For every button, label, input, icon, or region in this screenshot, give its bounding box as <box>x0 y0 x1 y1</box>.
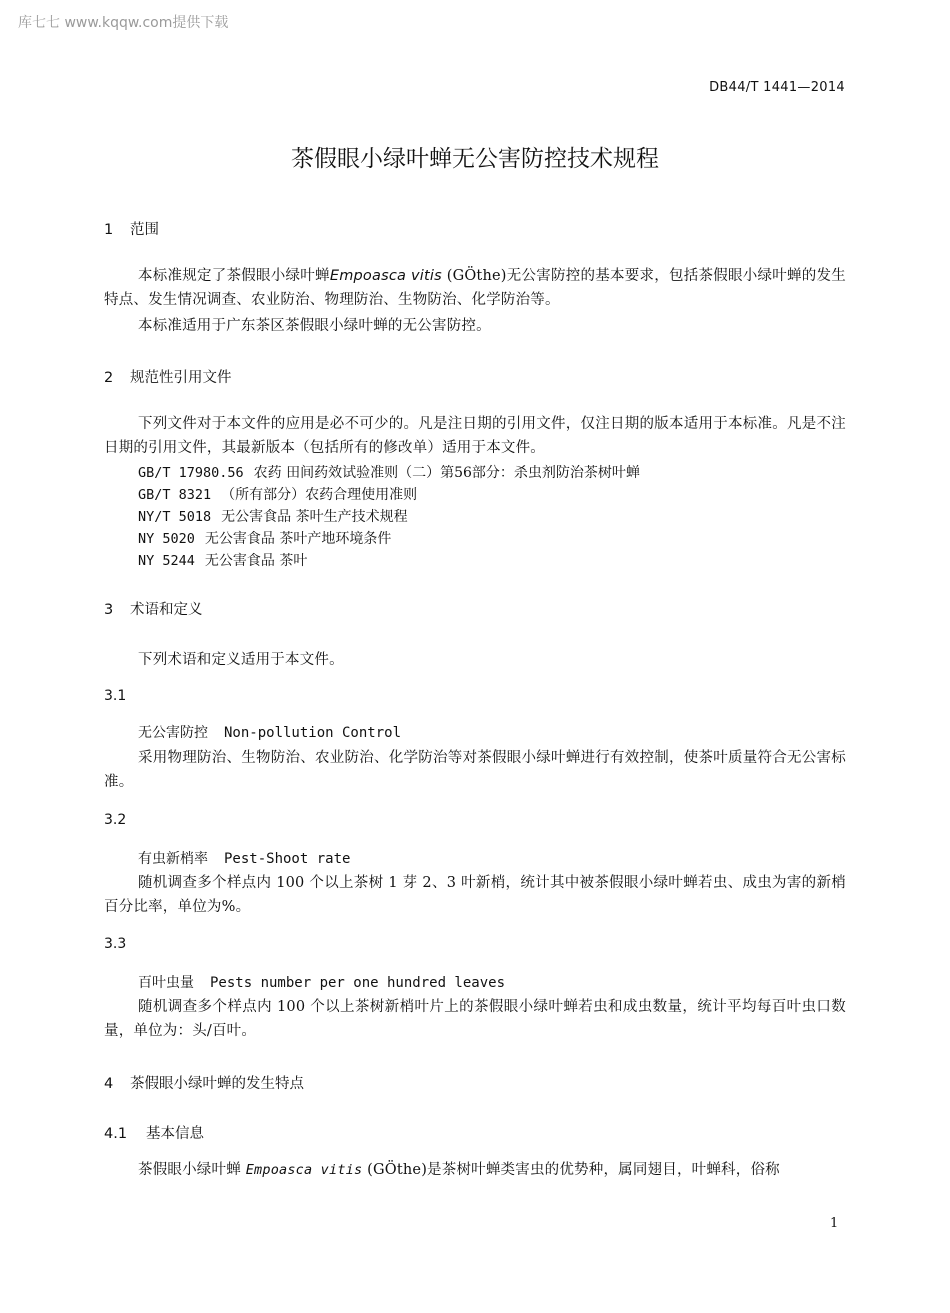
section-number: 3 <box>104 602 114 618</box>
scientific-name: Empoasca vitis <box>245 1162 363 1178</box>
watermark: 库七七 www.kqqw.com提供下载 <box>18 15 229 31</box>
term-en: Pests number per one hundred leaves <box>210 975 506 991</box>
ref-title: 无公害食品 茶叶 <box>204 553 308 569</box>
ref-code: NY 5244 <box>138 553 195 569</box>
text: (GÖthe)无公害防控的基本要求，包括茶假眼小绿叶蝉的发生特点、发生情况调查、农业防治、物理防治、生物防治、化学防治等。 <box>104 268 847 308</box>
ref-code: GB/T 17980.56 <box>138 465 244 481</box>
text: 茶假眼小绿叶蝉 <box>138 1162 246 1178</box>
reference-item <box>138 528 391 548</box>
reference-item <box>138 462 640 482</box>
section-number: 4 <box>104 1076 114 1092</box>
term-number: 3.1 <box>104 688 127 704</box>
section-3-paragraph-1: 下列术语和定义适用于本文件。 <box>138 652 344 668</box>
section-title: 茶假眼小绿叶蝉的发生特点 <box>130 1076 304 1092</box>
term-zh: 百叶虫量 <box>138 975 194 991</box>
term-definition: 随机调查多个样点内 100 个以上茶树 1 芽 2、3 叶新梢，统计其中被茶假眼小绿叶蝉若虫、成虫为害的新梢百分比率，单位为%。 <box>104 875 846 915</box>
subsection-4-1-heading <box>104 1122 204 1143</box>
subsection-number: 4.1 <box>104 1126 128 1142</box>
section-number: 2 <box>104 370 114 386</box>
section-4-heading <box>104 1072 304 1093</box>
term-definition: 采用物理防治、生物防治、农业防治、化学防治等对茶假眼小绿叶蝉进行有效控制，使茶叶质量符合无公害标准。 <box>104 750 846 790</box>
section-title: 术语和定义 <box>130 602 203 618</box>
reference-item <box>138 550 307 570</box>
term-en: Non-pollution Control <box>224 725 402 741</box>
page-number: 1 <box>830 1216 839 1231</box>
term-definition: 随机调查多个样点内 100 个以上茶树新梢叶片上的茶假眼小绿叶蝉若虫和成虫数量，统计平均每百叶虫口数量，单位为：头/百叶。 <box>104 999 846 1039</box>
term-number: 3.3 <box>104 936 127 952</box>
ref-title: （所有部分）农药合理使用准则 <box>221 487 418 503</box>
section-title: 规范性引用文件 <box>130 370 232 386</box>
section-title: 范围 <box>130 222 159 238</box>
document-title: 茶假眼小绿叶蝉无公害防控技术规程 <box>291 146 659 172</box>
reference-item <box>138 506 408 526</box>
ref-code: NY/T 5018 <box>138 509 212 525</box>
term-number: 3.2 <box>104 812 127 828</box>
scientific-name: Empoasca vitis <box>329 268 442 284</box>
section-1-paragraph-2: 本标准适用于广东茶区茶假眼小绿叶蝉的无公害防控。 <box>138 318 491 334</box>
section-2-paragraph-1: 下列文件对于本文件的应用是必不可少的。凡是注日期的引用文件，仅注日期的版本适用于本标准。凡是不注日期的引用文件，其最新版本（包括所有的修改单）适用于本文件。 <box>104 416 846 456</box>
standard-number: DB44/T 1441—2014 <box>709 80 845 95</box>
ref-code: NY 5020 <box>138 531 195 547</box>
section-3-heading <box>104 598 203 619</box>
ref-title: 无公害食品 茶叶生产技术规程 <box>221 509 408 525</box>
section-2-heading <box>104 366 232 387</box>
term-heading <box>138 722 401 742</box>
term-en: Pest-Shoot rate <box>224 851 351 867</box>
section-1-paragraph-1 <box>104 264 846 312</box>
text: 本标准规定了茶假眼小绿叶蝉 <box>138 268 330 284</box>
term-zh: 无公害防控 <box>138 725 208 741</box>
ref-title: 无公害食品 茶叶产地环境条件 <box>204 531 392 547</box>
term-heading <box>138 848 350 868</box>
text: (GÖthe)是茶树叶蝉类害虫的优势种，属同翅目，叶蝉科，俗称 <box>362 1162 780 1178</box>
section-1-heading <box>104 218 159 239</box>
term-heading <box>138 972 505 992</box>
section-4-paragraph-1 <box>104 1158 846 1182</box>
section-number: 1 <box>104 222 114 238</box>
ref-title: 农药 田间药效试验准则（二）第56部分：杀虫剂防治茶树叶蝉 <box>253 465 640 481</box>
term-zh: 有虫新梢率 <box>138 851 208 867</box>
subsection-title: 基本信息 <box>146 1126 204 1142</box>
reference-item <box>138 484 417 504</box>
ref-code: GB/T 8321 <box>138 487 212 503</box>
